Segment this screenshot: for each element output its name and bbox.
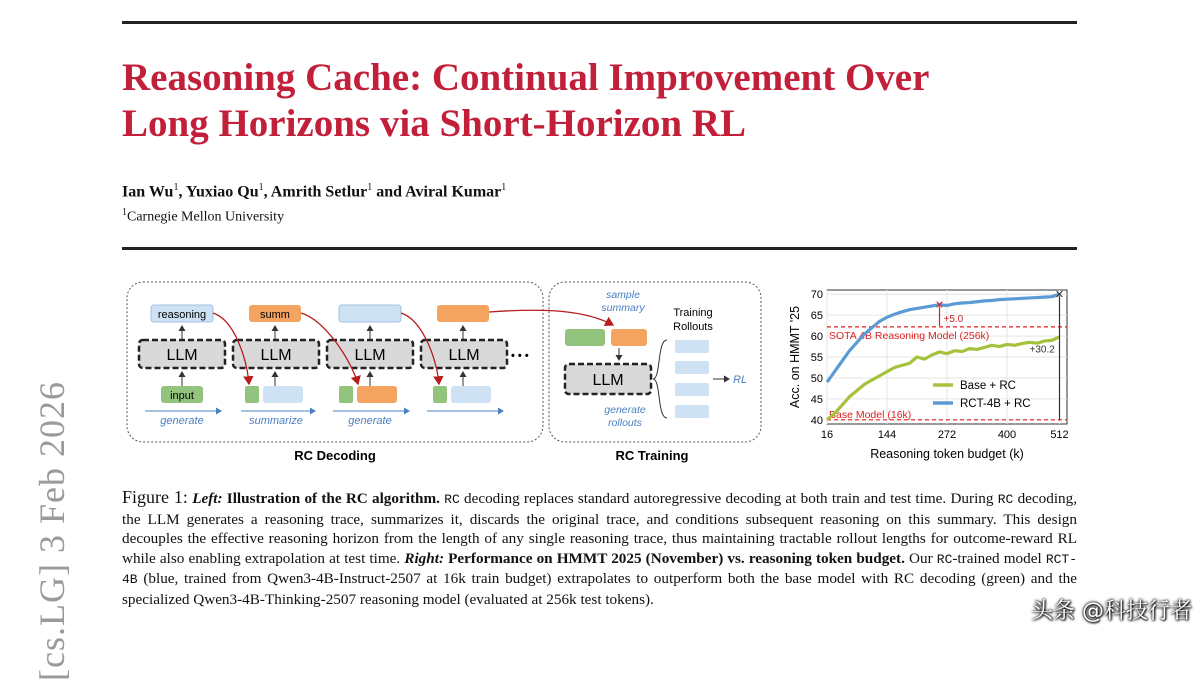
legend-label: Base + RC xyxy=(960,380,1016,392)
summary-to-training-arrow xyxy=(489,310,613,325)
x-axis-label: Reasoning token budget (k) xyxy=(870,447,1024,461)
training-rollouts-label: Rollouts xyxy=(673,321,713,333)
summary-box xyxy=(437,305,489,322)
author-separator: , xyxy=(178,183,186,201)
model-name: RCT-4B xyxy=(122,551,1078,587)
reasoning-box xyxy=(339,305,401,322)
author-name: Aviral Kumar xyxy=(405,183,502,201)
title-line-1: Reasoning Cache: Continual Improvement Over xyxy=(122,56,930,99)
x-tick-label: 512 xyxy=(1050,429,1069,441)
rc-training-label: RC Training xyxy=(615,448,689,463)
reasoning-box xyxy=(263,386,303,403)
llm-label: LLM xyxy=(354,347,386,364)
reasoning-box xyxy=(451,386,491,403)
chart-plot-area xyxy=(788,289,1069,461)
summarize-label: summarize xyxy=(249,415,303,427)
input-box xyxy=(433,386,447,403)
input-box xyxy=(565,329,605,346)
author-affil-sup: 1 xyxy=(367,182,373,193)
input-label: input xyxy=(170,390,194,402)
generate-rollouts-label: rollouts xyxy=(608,417,642,429)
reference-line-label: Base Model (16k) xyxy=(829,408,912,421)
affiliation-name: Carnegie Mellon University xyxy=(127,209,285,225)
rc-algorithm-diagram xyxy=(125,280,765,466)
x-tick-label: 272 xyxy=(937,429,957,441)
llm-label: LLM xyxy=(166,347,198,364)
author-affil-sup: 1 xyxy=(258,182,264,193)
top-rule xyxy=(122,21,1077,24)
reference-line-label: SOTA 4B Reasoning Model (256k) xyxy=(829,329,990,342)
caption-text: Our xyxy=(904,549,937,567)
legend-label: RCT-4B + RC xyxy=(960,398,1031,410)
caption-text: -trained model xyxy=(952,549,1046,567)
caption-left-marker: Left: xyxy=(192,490,223,507)
y-tick-label: 70 xyxy=(810,289,823,302)
reasoning-label: reasoning xyxy=(157,309,207,321)
training-section xyxy=(565,289,747,463)
author-list xyxy=(122,182,506,201)
rollout-box xyxy=(675,383,709,396)
rc-token: RC xyxy=(936,551,953,567)
x-tick-label: 400 xyxy=(997,429,1017,441)
affiliation xyxy=(122,207,284,226)
rc-decoding-label: RC Decoding xyxy=(294,448,376,463)
hmmt-accuracy-chart xyxy=(785,282,1075,468)
ellipsis: • • • xyxy=(511,350,529,362)
author-affil-sup: 1 xyxy=(173,182,179,193)
affiliation-sup: 1 xyxy=(122,207,127,218)
rl-label: RL xyxy=(733,374,748,386)
author-name: Amrith Setlur xyxy=(270,183,368,201)
figure-label: Figure 1: xyxy=(122,487,188,507)
endpoint-marker: ✕ xyxy=(1054,289,1065,302)
x-tick-label: 144 xyxy=(877,429,897,441)
caption-right-title: Performance on HMMT 2025 (November) vs. reasoning token budget. xyxy=(448,549,905,567)
y-tick-label: 45 xyxy=(810,393,823,406)
summary-box xyxy=(357,386,397,403)
arxiv-stamp: [cs.LG] 3 Feb 2026 xyxy=(32,381,72,681)
caption-left-title: Illustration of the RC algorithm. xyxy=(226,490,440,507)
paper-title xyxy=(122,55,1072,147)
input-box xyxy=(245,386,259,403)
caption-text: (blue, trained from Qwen3-4B-Instruct-2507 at 16k train budget) extrapolates to outperform both the base model with RC decoding (green) and the specialized Qwen3-4B-Thinking-2507 reasoning model (evaluated at 256k test tokens). xyxy=(122,570,1077,608)
rollout-box xyxy=(675,340,709,353)
watermark: 头条 @科技行者 xyxy=(1031,599,1192,624)
sample-summary-label: summary xyxy=(601,302,645,314)
y-tick-label: 40 xyxy=(810,414,823,427)
y-axis-label: Acc. on HMMT '25 xyxy=(788,305,802,409)
figure-caption xyxy=(122,488,1077,609)
decoding-step-1 xyxy=(139,305,225,427)
rc-token: RC xyxy=(444,492,460,507)
summary-box xyxy=(611,329,647,346)
author-separator: , xyxy=(263,183,271,201)
llm-label: LLM xyxy=(592,372,624,389)
rollout-box xyxy=(675,361,709,374)
improvement-annotation: +5.0 xyxy=(943,313,964,325)
y-tick-label: 50 xyxy=(810,372,823,385)
summ-label: summ xyxy=(260,309,290,321)
llm-label: LLM xyxy=(448,347,480,364)
x-tick-label: 16 xyxy=(820,429,834,441)
training-rollouts-label: Training xyxy=(673,307,713,319)
y-tick-label: 60 xyxy=(810,331,823,344)
middle-rule xyxy=(122,247,1077,250)
rollout-brace xyxy=(653,340,667,418)
y-tick-label: 65 xyxy=(810,310,823,323)
title-line-2: Long Horizons via Short-Horizon RL xyxy=(122,102,747,145)
author-conjunction: and xyxy=(372,183,406,201)
rc-token: RC xyxy=(997,492,1014,507)
author-affil-sup: 1 xyxy=(501,182,507,193)
llm-label: LLM xyxy=(260,347,292,364)
generate-label: generate xyxy=(160,415,204,427)
generate-label: generate xyxy=(348,415,392,427)
input-box xyxy=(339,386,353,403)
author-name: Yuxiao Qu xyxy=(185,183,259,201)
caption-text: decoding, the LLM generates a reasoning trace, summarizes it, discards the original trace, and conditions subsequent reasoning on this summary. This design decouples the effective reasoning horizon from the length of any single reasoning trace, thus maintaining tractable rollout lengths for outcome-reward RL while also enabling extrapolation at test time. xyxy=(122,490,1078,567)
caption-right-marker: Right: xyxy=(404,549,444,567)
sample-summary-label: sample xyxy=(606,289,640,301)
generate-rollouts-label: generate xyxy=(604,404,646,416)
author-name: Ian Wu xyxy=(122,183,174,201)
y-tick-label: 55 xyxy=(810,352,823,364)
improvement-annotation: +30.2 xyxy=(1029,344,1055,356)
caption-text: decoding replaces standard autoregressive decoding at both train and test time. During xyxy=(459,490,998,507)
decoding-step-3 xyxy=(327,305,413,427)
rc-training-panel xyxy=(549,282,761,442)
improvement-marker: ✕ xyxy=(934,299,945,312)
rollout-box xyxy=(675,405,709,418)
